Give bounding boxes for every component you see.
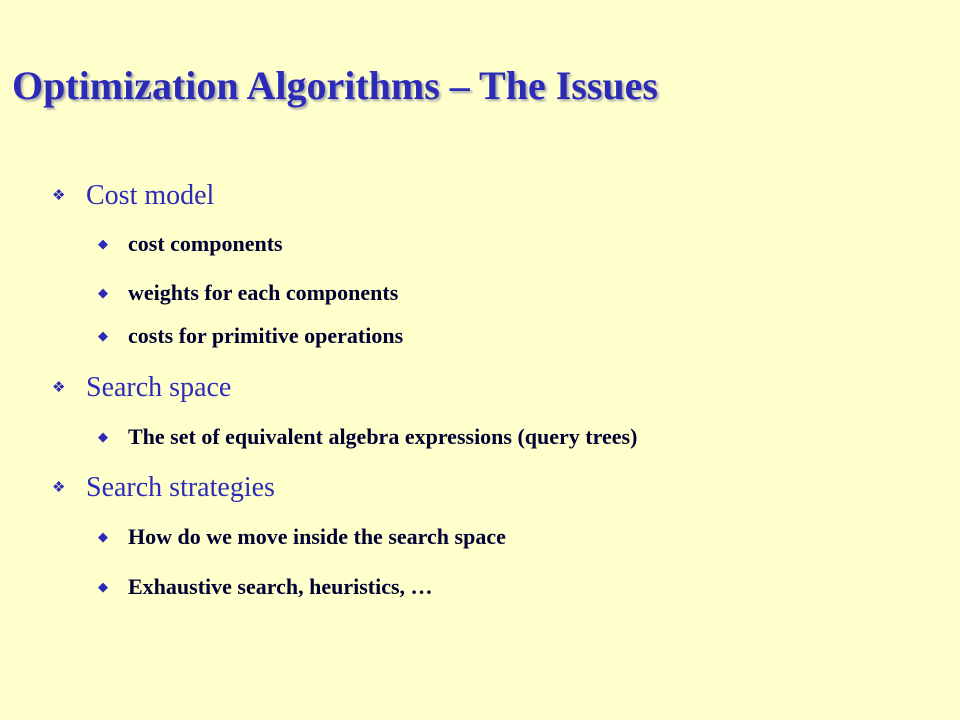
sub-bullet-text: Exhaustive search, heuristics, … xyxy=(128,574,433,599)
diamond-bullet-icon: ◆ xyxy=(98,429,108,444)
bullet-text: Search strategies xyxy=(86,472,275,503)
sub-bullet-item xyxy=(98,424,637,450)
diamond-bullet-icon: ◆ xyxy=(98,328,108,343)
sub-bullet-item xyxy=(98,574,433,600)
sub-bullet-item xyxy=(98,524,506,550)
diamond-bullet-icon: ◆ xyxy=(98,236,108,251)
sub-bullet-item xyxy=(98,323,403,349)
bullet-item xyxy=(52,372,231,404)
diamond-bullet-icon: ◆ xyxy=(98,529,108,544)
sub-bullet-text: How do we move inside the search space xyxy=(128,524,506,549)
sub-bullet-text: The set of equivalent algebra expressions (query trees) xyxy=(128,424,638,449)
slide-title: Optimization Algorithms – The Issues xyxy=(12,63,658,108)
diamond-bullet-icon: ◆ xyxy=(98,579,108,594)
sub-bullet-text: costs for primitive operations xyxy=(128,323,404,348)
bullet-item xyxy=(52,472,275,504)
bullet-text: Cost model xyxy=(86,180,215,211)
bullet-text: Search space xyxy=(86,372,232,403)
four-diamond-bullet-icon: ❖ xyxy=(52,380,66,396)
sub-bullet-item xyxy=(98,231,283,257)
four-diamond-bullet-icon: ❖ xyxy=(52,188,66,204)
sub-bullet-item xyxy=(98,280,398,306)
four-diamond-bullet-icon: ❖ xyxy=(52,480,66,496)
sub-bullet-text: cost components xyxy=(128,231,283,256)
diamond-bullet-icon: ◆ xyxy=(98,285,108,300)
bullet-item xyxy=(52,180,214,212)
sub-bullet-text: weights for each components xyxy=(128,280,399,305)
